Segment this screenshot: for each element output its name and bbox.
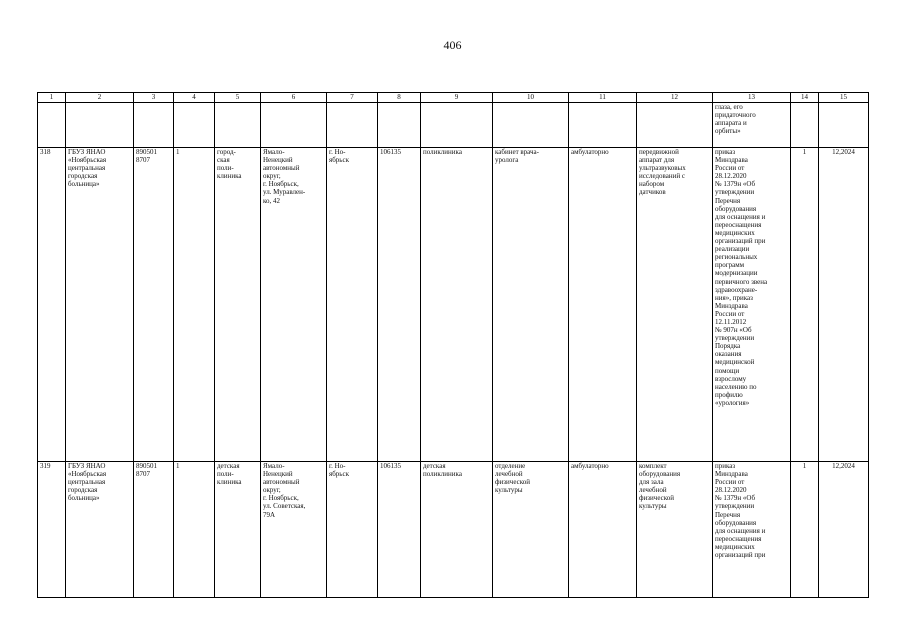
department: кабинет врача- уролога bbox=[495, 148, 539, 165]
column-header: 12 bbox=[637, 93, 713, 103]
column-header: 2 bbox=[66, 93, 134, 103]
address: Ямало- Ненецкий автономный округ, г. Ноябрьск, ул. Муравлен- ко, 42 bbox=[263, 148, 306, 205]
table-row bbox=[38, 148, 869, 462]
column-header: 6 bbox=[261, 93, 327, 103]
column-header: 14 bbox=[791, 93, 819, 103]
quantity: 1 bbox=[802, 148, 807, 156]
facility-type: детская поли- клиника bbox=[217, 462, 242, 487]
column-header: 4 bbox=[174, 93, 215, 103]
column-header: 5 bbox=[215, 93, 261, 103]
deadline: 12,2024 bbox=[832, 148, 855, 156]
column-header: 11 bbox=[569, 93, 637, 103]
column-header: 15 bbox=[819, 93, 869, 103]
column-header: 8 bbox=[378, 93, 421, 103]
equipment: комплект оборудования для зала лечебной физической культуры bbox=[639, 462, 681, 511]
continuation-text: глаза, его придаточного аппарата и орбиты» bbox=[715, 103, 756, 136]
count: 1 bbox=[176, 462, 180, 470]
unit: поликлиника bbox=[423, 148, 462, 156]
organization: ГБУЗ ЯНАО «Ноябрьская центральная городская больница» bbox=[68, 462, 107, 503]
table-row bbox=[38, 462, 869, 598]
equipment-table bbox=[37, 92, 869, 598]
column-header: 9 bbox=[421, 93, 493, 103]
inn: 890501 8707 bbox=[136, 148, 157, 165]
organization: ГБУЗ ЯНАО «Ноябрьская центральная городская больница» bbox=[68, 148, 107, 189]
column-header: 10 bbox=[493, 93, 569, 103]
care-form: амбулаторно bbox=[571, 462, 609, 470]
unit: детская поликлиника bbox=[423, 462, 462, 479]
count: 1 bbox=[176, 148, 180, 156]
column-number-row bbox=[38, 93, 869, 103]
department: отделение лечебной физической культуры bbox=[495, 462, 530, 495]
code: 106135 bbox=[380, 462, 401, 470]
column-header: 1 bbox=[38, 93, 66, 103]
address: Ямало- Ненецкий автономный округ, г. Ноябрьск, ул. Советская, 79А bbox=[263, 462, 306, 519]
column-header: 13 bbox=[713, 93, 791, 103]
inn: 890501 8707 bbox=[136, 462, 157, 479]
column-header: 3 bbox=[134, 93, 174, 103]
page-number: 406 bbox=[443, 38, 462, 52]
legal-basis: приказ Минздрава России от 28.12.2020 № 1379н «Об утверждении Перечня оборудования для оснащения и переоснащения медицинских организаций при реализации региональных программ модернизации первичного звена здравоохране- ния», приказ Минздрава России от 12.11.2012 № 907н «Об утверждении Порядка оказания медицинской помощи взрослому населению по профилю «урология» bbox=[715, 148, 768, 407]
legal-basis: приказ Минздрава России от 28.12.2020 № 1379н «Об утверждении Перечня оборудования для оснащения и переоснащения медицинских организаций при bbox=[715, 462, 766, 560]
facility-type: город- ская поли- клиника bbox=[217, 148, 242, 181]
quantity: 1 bbox=[802, 462, 807, 470]
column-header: 7 bbox=[327, 93, 378, 103]
row-number: 319 bbox=[40, 462, 51, 470]
deadline: 12,2024 bbox=[832, 462, 855, 470]
care-form: амбулаторно bbox=[571, 148, 609, 156]
code: 106135 bbox=[380, 148, 401, 156]
continuation-row bbox=[38, 103, 869, 148]
city: г. Но- ябрьск bbox=[329, 148, 349, 165]
city: г. Но- ябрьск bbox=[329, 462, 349, 479]
equipment: передвижной аппарат для ультразвуковых исследований с набором датчиков bbox=[639, 148, 686, 197]
row-number: 318 bbox=[40, 148, 51, 156]
